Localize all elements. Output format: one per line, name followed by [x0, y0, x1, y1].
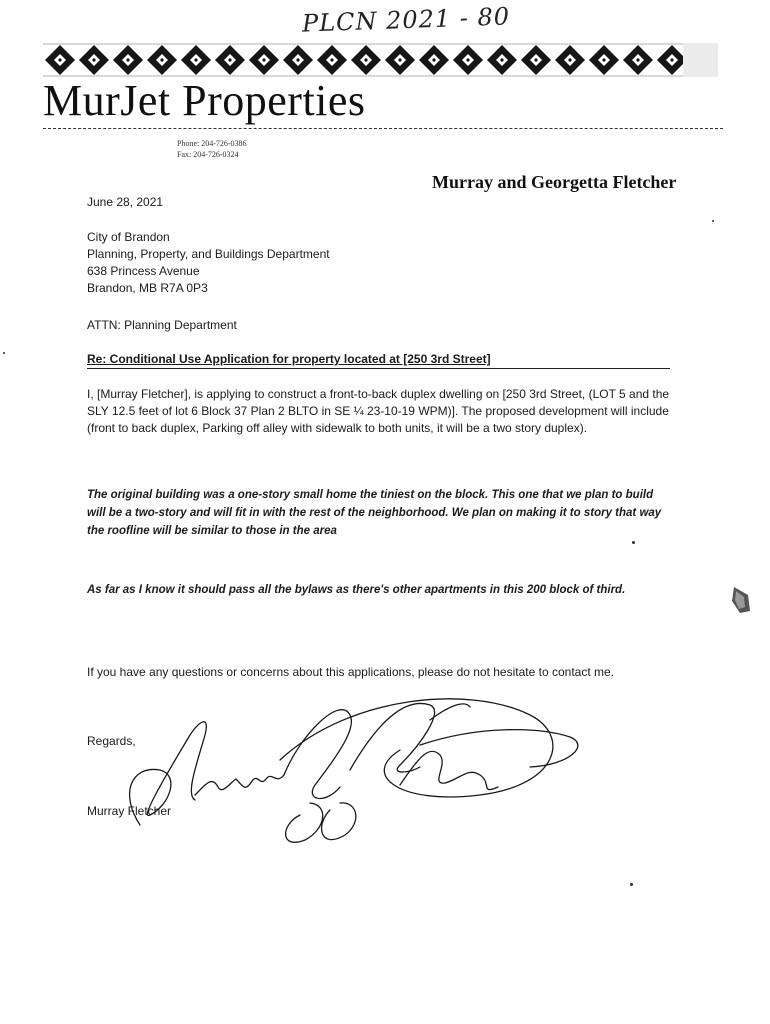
phone-number: Phone: 204-726-0386 — [177, 139, 247, 148]
fax-number: Fax: 204-726-0324 — [177, 150, 239, 159]
letter-date: June 28, 2021 — [87, 195, 164, 209]
recipient-line: City of Brandon — [87, 230, 170, 244]
body-paragraph-2: The original building was a one-story small home the tiniest on the block. This one that we plan to build will be a two-story and will fit in with the rest of the neighborhood. We plan on making it to story that way the roofline will be similar to those in the area — [87, 489, 662, 537]
handwritten-reference-number: PLCN 2021 - 80 — [301, 2, 511, 38]
body-paragraph-4: If you have any questions or concerns about this applications, please do not hesitate to contact me. — [87, 665, 614, 679]
handwritten-signature — [100, 675, 600, 855]
recipient-line: 638 Princess Avenue — [87, 264, 200, 278]
scan-speck — [630, 883, 633, 886]
recipient-line: Brandon, MB R7A 0P3 — [87, 281, 208, 295]
company-name: MurJet Properties — [43, 76, 366, 125]
scan-speck — [712, 220, 714, 222]
header-divider — [43, 128, 723, 129]
closing: Regards, — [87, 734, 136, 748]
signer-name: Murray Fletcher — [87, 804, 172, 818]
body-paragraph-1: I, [Murray Fletcher], is applying to construct a front-to-back duplex dwelling on [250 3rd Street, (LOT 5 and the SLY 12.5 feet of lot 6 Block 37 Plan 2 BLTO in SE ¼ 23-10-19 WPM)]. The proposed development will include (front to back duplex, Parking off alley with sidewalk to both units, it will be a two story duplex). — [87, 387, 670, 435]
scan-edge-artifact — [730, 585, 752, 615]
scan-speck — [632, 541, 635, 544]
subject-line: Re: Conditional Use Application for property located at [250 3rd Street] — [87, 351, 670, 369]
recipient-address — [87, 229, 330, 297]
body-paragraph-3: As far as I know it should pass all the bylaws as there's other apartments in this 200 block of third. — [87, 584, 626, 596]
recipient-line: Planning, Property, and Buildings Department — [87, 247, 330, 261]
attention-line: ATTN: Planning Department — [87, 318, 237, 332]
contact-block — [177, 138, 247, 160]
owner-name: Murray and Georgetta Fletcher — [432, 172, 677, 192]
diamond-border-band — [43, 43, 718, 77]
scan-speck — [3, 352, 5, 354]
